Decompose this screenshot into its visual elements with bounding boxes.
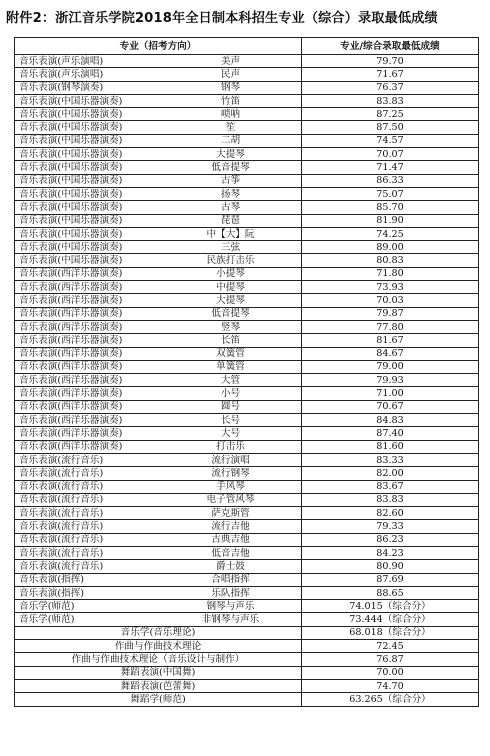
table-row — [15, 161, 479, 174]
table-row — [15, 267, 479, 280]
table-row — [15, 307, 479, 320]
admission-score-table — [14, 37, 479, 707]
major-category: 音乐表演(中国乐器演奏) — [19, 95, 123, 107]
major-category: 音乐表演(流行音乐) — [19, 547, 104, 559]
major-category: 音乐表演(中国乐器演奏) — [19, 148, 123, 160]
major-category: 音乐表演(西洋乐器演奏) — [19, 374, 123, 386]
major-direction: 竖琴 — [220, 321, 241, 333]
major-category: 音乐表演(流行音乐) — [19, 454, 104, 466]
major-category: 音乐表演(中国乐器演奏) — [19, 255, 123, 267]
major-category: 音乐表演(西洋乐器演奏) — [19, 308, 123, 320]
table-row — [15, 81, 479, 94]
min-score-cell: 68.018（综合分） — [302, 626, 479, 639]
table-row — [15, 693, 479, 706]
major-cell — [15, 467, 302, 480]
min-score-cell: 83.83 — [302, 493, 479, 506]
major-category: 音乐表演(西洋乐器演奏) — [19, 321, 123, 333]
min-score-cell: 81.90 — [302, 214, 479, 227]
major-category: 音乐表演(中国乐器演奏) — [19, 228, 123, 240]
major-category: 音乐表演(中国乐器演奏) — [19, 188, 123, 200]
major-category: 音乐表演(流行音乐) — [19, 507, 104, 519]
major-cell — [15, 187, 302, 200]
major-direction: 单簧管 — [216, 361, 245, 373]
major-direction: 民族打击乐 — [206, 255, 255, 267]
table-row — [15, 187, 479, 200]
table-row — [15, 427, 479, 440]
table-row — [15, 414, 479, 427]
major-direction: 圆号 — [220, 401, 241, 413]
major-category: 音乐表演(西洋乐器演奏) — [19, 334, 123, 346]
major-cell — [15, 94, 302, 107]
min-score-cell: 79.70 — [302, 55, 479, 68]
major-category: 音乐表演(西洋乐器演奏) — [19, 281, 123, 293]
major-cell — [15, 533, 302, 546]
min-score-cell: 81.60 — [302, 440, 479, 453]
table-row — [15, 201, 479, 214]
major-cell — [15, 108, 302, 121]
table-row — [15, 360, 479, 373]
table-row — [15, 174, 479, 187]
major-category: 音乐表演(指挥) — [19, 574, 85, 586]
table-row — [15, 586, 479, 599]
major-cell — [15, 148, 302, 161]
major-direction: 非钢琴与声乐 — [201, 614, 260, 626]
major-category: 音乐表演(流行音乐) — [19, 534, 104, 546]
min-score-cell: 87.25 — [302, 108, 479, 121]
table-row — [15, 679, 479, 692]
major-cell — [15, 520, 302, 533]
major-cell — [15, 227, 302, 240]
table-row — [15, 108, 479, 121]
major-direction: 流行吉他 — [211, 521, 250, 533]
major-category: 音乐表演(西洋乐器演奏) — [19, 414, 123, 426]
major-cell: 作曲与作曲技术理论（音乐设计与制作） — [15, 653, 302, 666]
min-score-cell: 83.83 — [302, 94, 479, 107]
major-direction: 打击乐 — [216, 441, 245, 453]
major-direction: 扬琴 — [220, 188, 241, 200]
min-score-cell: 77.80 — [302, 320, 479, 333]
major-category: 音乐表演(西洋乐器演奏) — [19, 388, 123, 400]
table-row — [15, 254, 479, 267]
major-category: 音乐表演(西洋乐器演奏) — [19, 361, 123, 373]
major-cell — [15, 613, 302, 626]
major-direction: 长笛 — [220, 334, 241, 346]
min-score-cell: 70.67 — [302, 400, 479, 413]
major-cell — [15, 281, 302, 294]
table-row — [15, 55, 479, 68]
min-score-cell: 87.69 — [302, 573, 479, 586]
major-cell — [15, 480, 302, 493]
major-cell — [15, 507, 302, 520]
major-direction: 大提琴 — [216, 148, 245, 160]
major-direction: 大提琴 — [216, 294, 245, 306]
major-cell — [15, 360, 302, 373]
major-direction: 钢琴 — [220, 82, 241, 94]
major-category: 音乐表演(中国乐器演奏) — [19, 135, 123, 147]
major-cell: 舞蹈表演(芭蕾舞) — [15, 679, 302, 692]
major-category: 音乐表演(声乐演唱) — [19, 55, 104, 67]
major-category: 音乐表演(流行音乐) — [19, 560, 104, 572]
table-row — [15, 347, 479, 360]
min-score-cell: 70.07 — [302, 148, 479, 161]
major-category: 音乐学(师范) — [19, 614, 75, 626]
min-score-cell: 73.444（综合分） — [302, 613, 479, 626]
major-cell — [15, 134, 302, 147]
table-row — [15, 653, 479, 666]
major-direction: 美声 — [220, 55, 241, 67]
major-cell: 作曲与作曲技术理论 — [15, 640, 302, 653]
major-cell — [15, 453, 302, 466]
min-score-cell: 71.00 — [302, 387, 479, 400]
major-direction: 长号 — [220, 414, 241, 426]
major-category: 音乐表演(流行音乐) — [19, 481, 104, 493]
table-row — [15, 227, 479, 240]
table-row — [15, 666, 479, 679]
major-direction: 低音提琴 — [211, 308, 250, 320]
major-cell — [15, 600, 302, 613]
major-direction: 电子管风琴 — [206, 494, 255, 506]
major-cell: 舞蹈学(师范) — [15, 693, 302, 706]
table-row — [15, 467, 479, 480]
header-major: 专业（招考方向） — [15, 38, 302, 55]
major-category: 音乐表演(西洋乐器演奏) — [19, 268, 123, 280]
major-cell — [15, 214, 302, 227]
min-score-cell: 88.65 — [302, 586, 479, 599]
major-direction: 民声 — [220, 68, 241, 80]
major-category: 音乐表演(西洋乐器演奏) — [19, 427, 123, 439]
header-min-score: 专业/综合录取最低成绩 — [302, 38, 479, 55]
major-direction: 二胡 — [220, 135, 241, 147]
major-direction: 流行钢琴 — [211, 467, 250, 479]
table-row — [15, 214, 479, 227]
major-category: 音乐表演(中国乐器演奏) — [19, 241, 123, 253]
major-cell — [15, 68, 302, 81]
table-header-row — [15, 38, 479, 55]
major-cell: 音乐学(音乐理论) — [15, 626, 302, 639]
major-direction: 古筝 — [220, 175, 241, 187]
major-direction: 琵琶 — [220, 215, 241, 227]
min-score-cell: 74.25 — [302, 227, 479, 240]
min-score-cell: 87.40 — [302, 427, 479, 440]
min-score-cell: 72.45 — [302, 640, 479, 653]
table-row — [15, 320, 479, 333]
major-direction: 低音提琴 — [211, 162, 250, 174]
table-row — [15, 94, 479, 107]
table-row — [15, 121, 479, 134]
min-score-cell: 79.93 — [302, 374, 479, 387]
major-direction: 萨克斯管 — [211, 507, 250, 519]
page-title: 附件2：浙江音乐学院2018年全日制本科招生专业（综合）录取最低成绩 — [6, 10, 438, 26]
major-cell — [15, 493, 302, 506]
major-direction: 三弦 — [220, 241, 241, 253]
major-category: 音乐表演(流行音乐) — [19, 494, 104, 506]
min-score-cell: 87.50 — [302, 121, 479, 134]
table-row — [15, 520, 479, 533]
table-row — [15, 626, 479, 639]
min-score-cell: 80.90 — [302, 560, 479, 573]
major-cell — [15, 374, 302, 387]
min-score-cell: 80.83 — [302, 254, 479, 267]
major-direction: 大号 — [220, 427, 241, 439]
min-score-cell: 70.03 — [302, 294, 479, 307]
major-direction: 笙 — [225, 122, 236, 134]
major-category: 音乐表演(中国乐器演奏) — [19, 162, 123, 174]
major-direction: 钢琴与声乐 — [206, 600, 255, 612]
major-direction: 小提琴 — [216, 268, 245, 280]
table-row — [15, 560, 479, 573]
major-category: 音乐表演(中国乐器演奏) — [19, 215, 123, 227]
major-direction: 双簧管 — [216, 348, 245, 360]
min-score-cell: 71.67 — [302, 68, 479, 81]
min-score-cell: 82.60 — [302, 507, 479, 520]
min-score-cell: 84.23 — [302, 546, 479, 559]
major-cell — [15, 347, 302, 360]
min-score-cell: 71.80 — [302, 267, 479, 280]
major-cell — [15, 400, 302, 413]
major-direction: 中【大】阮 — [206, 228, 255, 240]
table-row — [15, 493, 479, 506]
table-row — [15, 573, 479, 586]
min-score-cell: 86.33 — [302, 174, 479, 187]
table-row — [15, 546, 479, 559]
major-cell — [15, 81, 302, 94]
table-row — [15, 480, 479, 493]
table-row — [15, 294, 479, 307]
major-direction: 中提琴 — [216, 281, 245, 293]
major-cell — [15, 174, 302, 187]
major-direction: 低音吉他 — [211, 547, 250, 559]
major-category: 音乐表演(西洋乐器演奏) — [19, 294, 123, 306]
major-category: 音乐表演(钢琴演奏) — [19, 82, 104, 94]
major-category: 音乐表演(西洋乐器演奏) — [19, 348, 123, 360]
major-direction: 手风琴 — [216, 481, 245, 493]
major-category: 音乐表演(流行音乐) — [19, 467, 104, 479]
major-cell — [15, 55, 302, 68]
major-cell — [15, 427, 302, 440]
major-category: 音乐表演(中国乐器演奏) — [19, 175, 123, 187]
min-score-cell: 79.33 — [302, 520, 479, 533]
table-row — [15, 533, 479, 546]
table-row — [15, 334, 479, 347]
major-cell — [15, 267, 302, 280]
major-category: 音乐表演(中国乐器演奏) — [19, 201, 123, 213]
major-category: 音乐表演(流行音乐) — [19, 521, 104, 533]
major-cell: 舞蹈表演(中国舞) — [15, 666, 302, 679]
min-score-cell: 73.93 — [302, 281, 479, 294]
major-category: 音乐表演(西洋乐器演奏) — [19, 441, 123, 453]
table-row — [15, 453, 479, 466]
major-category: 音乐表演(指挥) — [19, 587, 85, 599]
table-row — [15, 600, 479, 613]
table-row — [15, 387, 479, 400]
major-cell — [15, 320, 302, 333]
major-cell — [15, 440, 302, 453]
min-score-cell: 86.23 — [302, 533, 479, 546]
min-score-cell: 83.67 — [302, 480, 479, 493]
major-cell — [15, 387, 302, 400]
major-cell — [15, 334, 302, 347]
major-cell — [15, 573, 302, 586]
major-category: 音乐表演(声乐演唱) — [19, 68, 104, 80]
major-cell — [15, 201, 302, 214]
table-row — [15, 68, 479, 81]
min-score-cell: 83.33 — [302, 453, 479, 466]
major-direction: 乐队指挥 — [211, 587, 250, 599]
min-score-cell: 81.67 — [302, 334, 479, 347]
major-category: 音乐学(师范) — [19, 600, 75, 612]
table-row — [15, 148, 479, 161]
major-cell — [15, 161, 302, 174]
table-row — [15, 400, 479, 413]
table-row — [15, 440, 479, 453]
major-direction: 古典吉他 — [211, 534, 250, 546]
min-score-cell: 84.83 — [302, 414, 479, 427]
major-cell — [15, 241, 302, 254]
major-direction: 小号 — [220, 388, 241, 400]
major-direction: 爵士鼓 — [216, 560, 245, 572]
table-row — [15, 613, 479, 626]
major-direction: 大管 — [220, 374, 241, 386]
min-score-cell: 74.57 — [302, 134, 479, 147]
major-direction: 流行演唱 — [211, 454, 250, 466]
min-score-cell: 79.00 — [302, 360, 479, 373]
table-row — [15, 507, 479, 520]
major-direction: 古琴 — [220, 201, 241, 213]
major-direction: 合唱指挥 — [211, 574, 250, 586]
major-cell — [15, 254, 302, 267]
major-cell — [15, 586, 302, 599]
major-direction: 竹笛 — [220, 95, 241, 107]
min-score-cell: 84.67 — [302, 347, 479, 360]
min-score-cell: 76.37 — [302, 81, 479, 94]
major-cell — [15, 414, 302, 427]
min-score-cell: 85.70 — [302, 201, 479, 214]
min-score-cell: 71.47 — [302, 161, 479, 174]
major-category: 音乐表演(中国乐器演奏) — [19, 108, 123, 120]
min-score-cell: 63.265（综合分） — [302, 693, 479, 706]
major-category: 音乐表演(中国乐器演奏) — [19, 122, 123, 134]
table-row — [15, 640, 479, 653]
min-score-cell: 70.00 — [302, 666, 479, 679]
min-score-cell: 75.07 — [302, 187, 479, 200]
major-cell — [15, 307, 302, 320]
min-score-cell: 89.00 — [302, 241, 479, 254]
major-cell — [15, 294, 302, 307]
major-cell — [15, 121, 302, 134]
major-category: 音乐表演(西洋乐器演奏) — [19, 401, 123, 413]
major-direction: 唢呐 — [220, 108, 241, 120]
major-cell — [15, 546, 302, 559]
min-score-cell: 74.015（综合分） — [302, 600, 479, 613]
min-score-cell: 74.70 — [302, 679, 479, 692]
min-score-cell: 76.87 — [302, 653, 479, 666]
major-cell — [15, 560, 302, 573]
table-row — [15, 374, 479, 387]
min-score-cell: 79.87 — [302, 307, 479, 320]
min-score-cell: 82.00 — [302, 467, 479, 480]
table-row — [15, 241, 479, 254]
table-row — [15, 134, 479, 147]
table-row — [15, 281, 479, 294]
